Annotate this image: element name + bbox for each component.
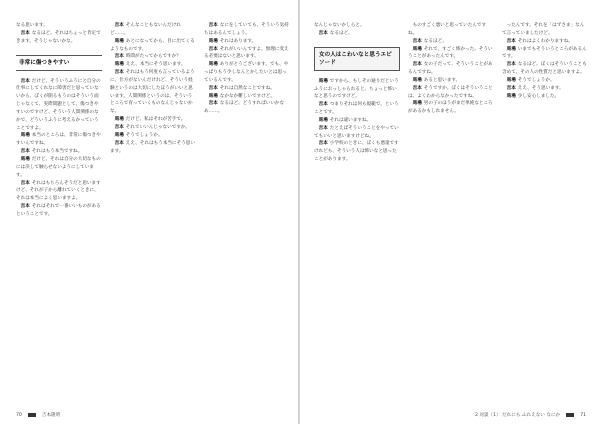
dialogue-text: それはあります。 bbox=[219, 38, 257, 44]
speaker-label: 馬場 bbox=[114, 132, 124, 138]
speaker-label: 馬場 bbox=[208, 62, 218, 68]
dialogue-text: ええ、それはもう本当にそう思います。 bbox=[110, 140, 195, 154]
paragraph: なんじゃないかしらと。 bbox=[314, 23, 365, 28]
section-heading-left: 非常に傷つきやすい bbox=[16, 55, 102, 71]
dialogue-text: なるほど。それはちょっと肯定できます。そうじゃないかな。 bbox=[16, 30, 101, 44]
speaker-label: 馬場 bbox=[114, 62, 124, 68]
speaker-label: 吉本 bbox=[20, 180, 30, 186]
dialogue-line bbox=[110, 53, 196, 61]
speaker-label: 吉本 bbox=[208, 101, 218, 107]
left-footer bbox=[16, 412, 60, 418]
dialogue-text: ったんです。それを「はずさま」なんて言っていましたけど。 bbox=[502, 23, 585, 36]
left-column-2 bbox=[110, 22, 196, 155]
section-heading-right: 女の人はこわいなと思うエピソード bbox=[314, 47, 400, 71]
dialogue-text: なるほど。ぼくはそういうことも含めて、その人の性質だと思いますよ。 bbox=[502, 62, 587, 76]
speaker-label: 吉本 bbox=[412, 85, 422, 91]
right-col1-intro bbox=[314, 22, 400, 30]
left-col1-intro bbox=[16, 22, 102, 30]
dialogue-line bbox=[110, 61, 196, 69]
left-col1-dialogue-b bbox=[16, 78, 102, 219]
dialogue-text: 時間がたってからですか？ bbox=[125, 54, 181, 60]
footer-bar-icon bbox=[566, 413, 574, 417]
right-page-number: 71 bbox=[580, 412, 586, 418]
dialogue-line bbox=[408, 100, 494, 116]
dialogue-line bbox=[408, 85, 494, 101]
speaker-label: 馬場 bbox=[506, 77, 516, 83]
dialogue-text: なるほど。 bbox=[423, 38, 447, 44]
speaker-label: 吉本 bbox=[208, 46, 218, 52]
dialogue-line bbox=[204, 93, 290, 101]
speaker-label: 馬場 bbox=[208, 38, 218, 44]
speaker-label: 馬場 bbox=[318, 78, 328, 84]
dialogue-line bbox=[204, 85, 290, 93]
speaker-label: 吉本 bbox=[506, 38, 516, 44]
dialogue-line bbox=[110, 69, 196, 116]
dialogue-line bbox=[16, 156, 102, 180]
dialogue-text: だけど、私はそれが苦手で。 bbox=[125, 117, 186, 123]
dialogue-line bbox=[110, 22, 196, 38]
dialogue-text: ものすごく悪いと思っていたんですね。 bbox=[408, 23, 487, 36]
speaker-label: 馬場 bbox=[114, 117, 124, 123]
dialogue-line bbox=[314, 30, 400, 38]
dialogue-line bbox=[110, 38, 196, 54]
dialogue-text: それはそれで一番いいものがあるということです。 bbox=[16, 204, 101, 217]
footer-bar-icon bbox=[28, 413, 36, 417]
dialogue-line bbox=[16, 132, 102, 148]
speaker-label: 吉本 bbox=[208, 23, 218, 28]
dialogue-text: そうですか。ぼくはそういうことは、よくわからなかったですね。 bbox=[408, 85, 493, 99]
right-running-title: 2 対談（1） だれにも ふれえない なにか bbox=[474, 413, 561, 418]
right-column-1 bbox=[314, 22, 400, 164]
speaker-label: 吉本 bbox=[20, 204, 30, 210]
dialogue-text: あとになってから、目に出てくるようなものです。 bbox=[110, 38, 195, 52]
speaker-label: 吉本 bbox=[506, 85, 516, 91]
right-col3-dialogue bbox=[502, 22, 588, 100]
speaker-label: 吉本 bbox=[318, 102, 328, 108]
dialogue-line bbox=[408, 22, 494, 38]
dialogue-text: 少し安心しました。 bbox=[517, 93, 560, 99]
speaker-label: 馬場 bbox=[208, 93, 218, 99]
dialogue-line bbox=[314, 140, 400, 164]
dialogue-text: それはよくわかりますね。 bbox=[517, 38, 573, 44]
left-page-number: 70 bbox=[16, 412, 22, 418]
dialogue-text: なるほど。どうすればいいかなあ……。 bbox=[204, 101, 285, 115]
dialogue-line bbox=[502, 85, 588, 93]
dialogue-line bbox=[314, 78, 400, 102]
right-column-2 bbox=[408, 22, 494, 116]
dialogue-line bbox=[408, 38, 494, 46]
paragraph: なる思います。 bbox=[16, 23, 48, 28]
left-col2-dialogue bbox=[110, 22, 196, 155]
dialogue-line bbox=[110, 116, 196, 124]
dialogue-line bbox=[408, 77, 494, 85]
dialogue-text: 小学校のときに、ぼくも悪童ですけれども、そういう人は怖いなと思ったことがあります。 bbox=[314, 141, 399, 163]
dialogue-line bbox=[16, 148, 102, 156]
dialogue-line bbox=[110, 140, 196, 156]
dialogue-text: 本当のところは、非常に傷つきやすいんですね。 bbox=[16, 133, 101, 147]
dialogue-line bbox=[204, 22, 290, 38]
dialogue-text: 男の子のほうがまだ単純なところがあるかもしれません。 bbox=[408, 101, 493, 115]
dialogue-text: そんなこともないんだけれど……。 bbox=[110, 23, 181, 36]
speaker-label: 馬場 bbox=[412, 77, 422, 83]
speaker-label: 吉本 bbox=[20, 78, 30, 84]
dialogue-line bbox=[314, 125, 400, 141]
dialogue-text: たとえばそういうことをやっていてもいいと思いますけどね。 bbox=[314, 125, 399, 139]
dialogue-text: それは自然なことですね。 bbox=[219, 85, 275, 91]
dialogue-text: ええ、そう思います。 bbox=[517, 85, 564, 91]
speaker-label: 吉本 bbox=[506, 62, 516, 68]
dialogue-text: それはもちろんそうだと思いますけど、それが子から離れていくときに、それは本当によく思いますよ。 bbox=[16, 180, 101, 202]
dialogue-line bbox=[204, 38, 290, 46]
dialogue-line bbox=[16, 30, 102, 46]
speaker-label: 吉本 bbox=[114, 124, 124, 130]
dialogue-text: ありがとうございます。でも、やっぱりもう少しなんとかしたいとは思っているんです。 bbox=[204, 62, 289, 83]
dialogue-text: ですから、もしその通りだというふうにおっしゃられると、ちょっと怖いなと思うのですけど。 bbox=[314, 78, 399, 100]
dialogue-text: つまりそれは何も規範で、ということです。 bbox=[314, 102, 399, 116]
dialogue-text: だけど、それは自分の大切なものには決して触らせないようにしています。 bbox=[16, 156, 101, 178]
dialogue-line bbox=[314, 101, 400, 117]
dialogue-text: ええ、本当にそう思います。 bbox=[125, 62, 186, 68]
right-page bbox=[300, 0, 600, 424]
dialogue-line bbox=[16, 180, 102, 204]
right-footer bbox=[475, 412, 586, 418]
speaker-label: 吉本 bbox=[318, 125, 328, 131]
dialogue-text: そうでしょうか。 bbox=[125, 132, 163, 138]
dialogue-line bbox=[204, 46, 290, 62]
left-column-3 bbox=[204, 22, 290, 116]
dialogue-text: なるほど。 bbox=[329, 30, 353, 36]
dialogue-text: それで、すごく怖かった。そういうことがあったんです。 bbox=[408, 46, 493, 60]
dialogue-line bbox=[502, 93, 588, 101]
speaker-label: 馬場 bbox=[506, 93, 516, 99]
left-col3-dialogue bbox=[204, 22, 290, 116]
dialogue-line bbox=[204, 61, 290, 85]
speaker-label: 吉本 bbox=[412, 62, 422, 68]
speaker-label: 吉本 bbox=[114, 140, 124, 146]
speaker-label: 吉本 bbox=[20, 149, 30, 155]
left-column-1 bbox=[16, 22, 102, 219]
speaker-label: 吉本 bbox=[114, 70, 124, 76]
left-running-title: 吉本隆明 bbox=[41, 413, 61, 418]
speaker-label: 馬場 bbox=[20, 133, 30, 139]
right-col1-dialogue-b bbox=[314, 78, 400, 164]
dialogue-line bbox=[16, 78, 102, 133]
speaker-label: 吉本 bbox=[318, 30, 328, 36]
dialogue-line bbox=[408, 61, 494, 77]
speaker-label: 馬場 bbox=[114, 38, 124, 44]
speaker-label: 吉本 bbox=[114, 23, 124, 28]
dialogue-line bbox=[314, 117, 400, 125]
dialogue-line bbox=[502, 61, 588, 77]
right-column-3 bbox=[502, 22, 588, 100]
speaker-label: 吉本 bbox=[20, 30, 30, 36]
dialogue-line bbox=[110, 132, 196, 140]
dialogue-line bbox=[502, 22, 588, 38]
dialogue-text: それはもう本当ですね。 bbox=[31, 149, 83, 155]
right-col1-dialogue-a bbox=[314, 30, 400, 38]
dialogue-line bbox=[110, 124, 196, 132]
speaker-label: 馬場 bbox=[318, 117, 328, 123]
speaker-label: 馬場 bbox=[506, 46, 516, 52]
right-col2-dialogue bbox=[408, 22, 494, 116]
dialogue-line bbox=[16, 203, 102, 219]
dialogue-text: 女の子だって、そういうことがあるんですね。 bbox=[408, 62, 493, 76]
dialogue-text: あると思います。 bbox=[423, 77, 461, 83]
speaker-label: 馬場 bbox=[412, 46, 422, 52]
dialogue-text: それでいいんじゃないですか。 bbox=[125, 124, 191, 130]
speaker-label: 馬場 bbox=[20, 156, 30, 162]
dialogue-line bbox=[408, 46, 494, 62]
dialogue-text: そうでしょうか。 bbox=[517, 77, 555, 83]
dialogue-line bbox=[502, 77, 588, 85]
speaker-label: 吉本 bbox=[114, 54, 124, 60]
dialogue-line bbox=[502, 38, 588, 46]
dialogue-text: それは違いますね。 bbox=[329, 117, 372, 123]
left-col1-dialogue-a bbox=[16, 30, 102, 46]
speaker-label: 吉本 bbox=[318, 141, 328, 147]
dialogue-text: なにをしていても、そういう気持ちはあるんでしょう。 bbox=[204, 23, 289, 36]
speaker-label: 吉本 bbox=[412, 38, 422, 44]
dialogue-text: なかなか難しいですけど。 bbox=[219, 93, 275, 99]
dialogue-line bbox=[502, 46, 588, 62]
left-page bbox=[0, 0, 299, 424]
speaker-label: 吉本 bbox=[208, 85, 218, 91]
dialogue-text: だけど、そういうふうにと自分の仕事にしてくれなに障害だと思っていないから、ぼくが開るもうのはそういう面じゃなくて、実際問題として、傷つきやすいのですけど、そういう人間関係のなかで、どういうふうに考えるかっていうことですよ。 bbox=[16, 78, 101, 131]
dialogue-text: それはもう何度も言っているように、仕方がないんだけれど、そういう経験というのは大切にしたほうがいいと思います。人間関係というのは、そういうところで育っていくものなんじゃないかな。 bbox=[110, 70, 195, 115]
dialogue-text: いまでもそういうところがあるんです。 bbox=[502, 46, 587, 60]
dialogue-text: それがいいんですよ。無理に変える必要はないと思います。 bbox=[204, 46, 289, 60]
speaker-label: 馬場 bbox=[412, 101, 422, 107]
dialogue-line bbox=[204, 100, 290, 116]
